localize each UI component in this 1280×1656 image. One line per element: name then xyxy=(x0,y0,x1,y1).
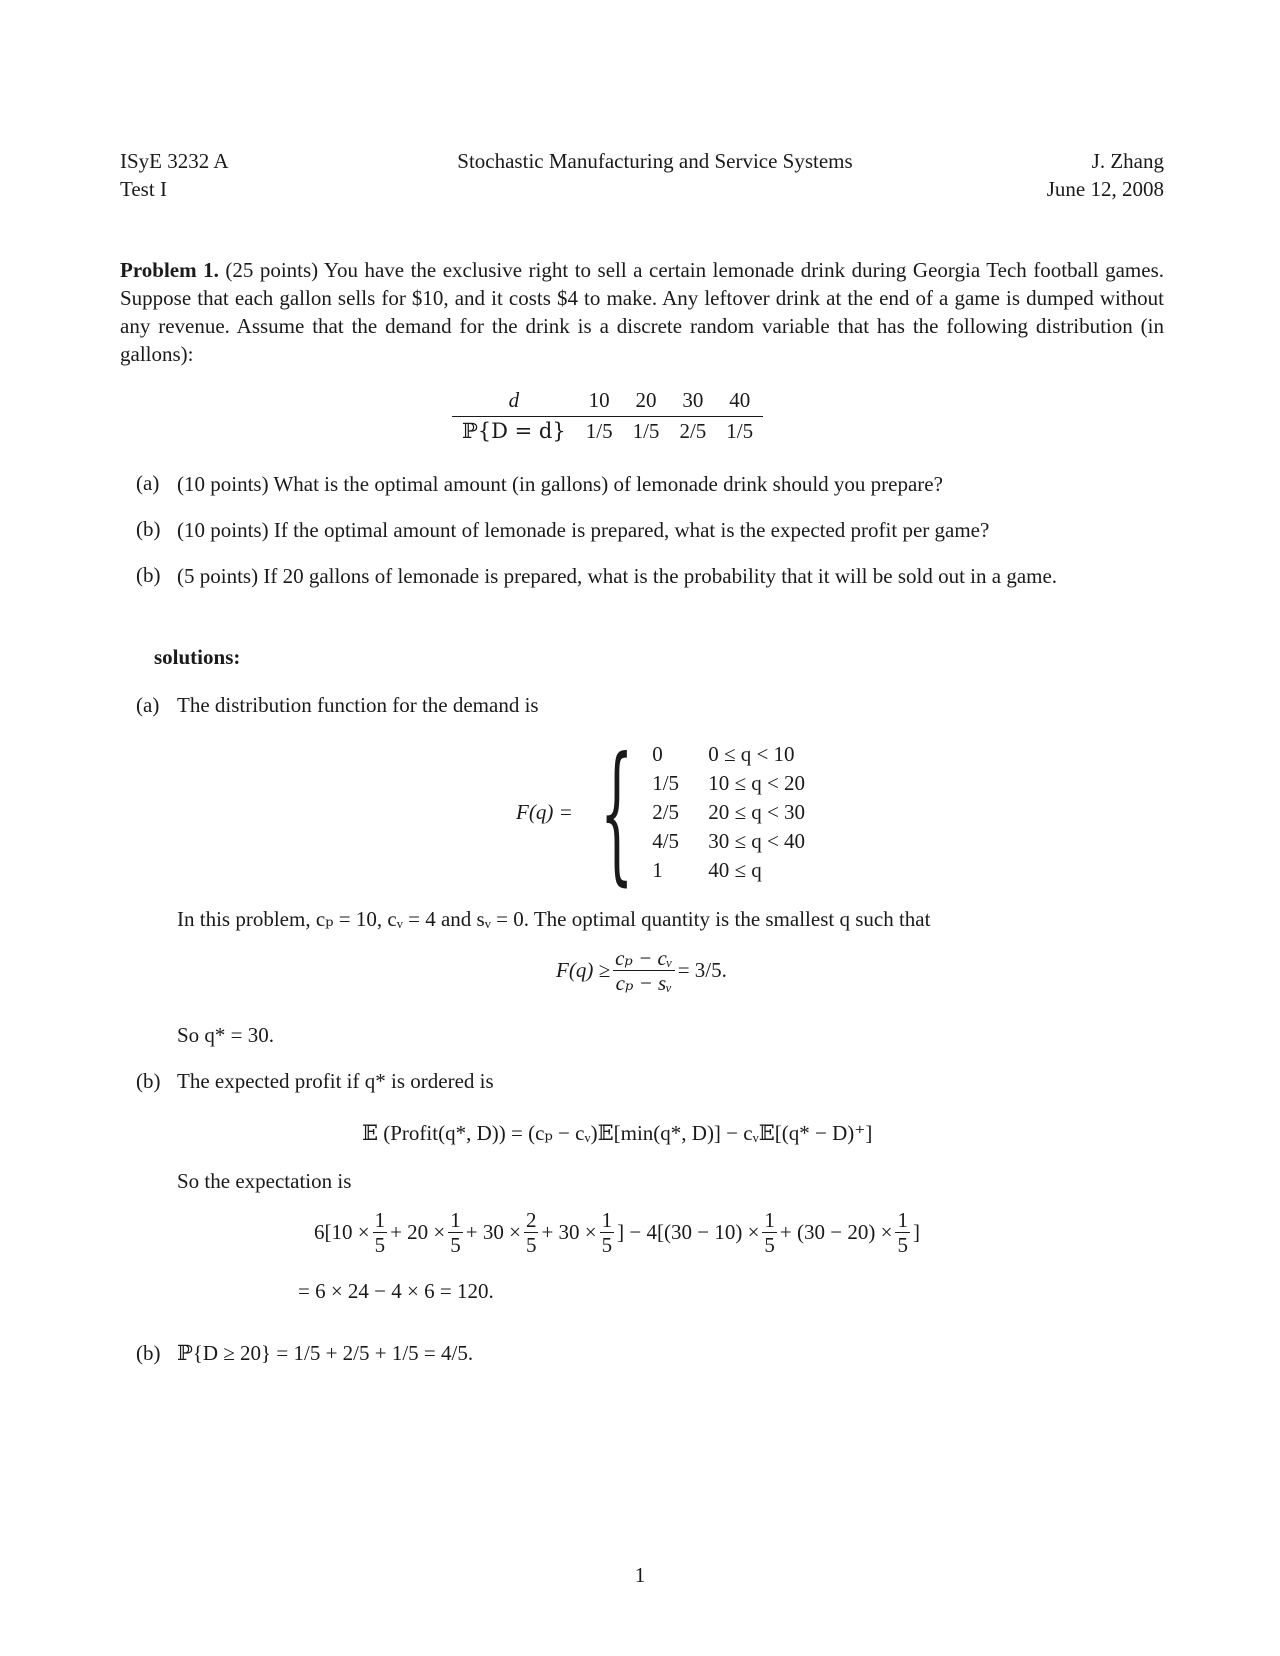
table-cell: 40 xyxy=(716,386,763,417)
course-code: ISyE 3232 A xyxy=(120,149,229,173)
inequality-right: = 3/5. xyxy=(677,957,727,982)
table-cell: 1/5 xyxy=(632,419,660,444)
cdf-label: F(q) = xyxy=(516,800,573,825)
page-number: 1 xyxy=(634,1563,646,1587)
calc-term: + 30 × xyxy=(465,1219,521,1244)
table-cell: 2/5 xyxy=(679,419,707,444)
expectation-result: = 6 × 24 − 4 × 6 = 120. xyxy=(298,1279,494,1303)
calc-term: ] xyxy=(912,1219,920,1244)
course-title: Stochastic Manufacturing and Service Systems xyxy=(457,149,853,173)
fraction: $\frac{2}{5}$ xyxy=(525,1208,537,1258)
solution-c-label: (b) xyxy=(136,1341,161,1365)
calc-term: 6[10 × xyxy=(314,1219,370,1244)
cdf-case-row: 0 0 ≤ q < 10 xyxy=(652,741,795,766)
table-cell: 30 xyxy=(669,386,716,417)
cdf-case-row: 1 40 ≤ q xyxy=(652,857,762,882)
exam-date: June 12, 2008 xyxy=(1046,177,1164,201)
cdf-case-row: 4/5 30 ≤ q < 40 xyxy=(652,828,806,853)
table-cell: 1/5 xyxy=(585,419,613,444)
cdf-cases xyxy=(652,741,805,886)
calc-term: + 20 × xyxy=(390,1219,446,1244)
question-text: (10 points) What is the optimal amount (in gallons) of lemonade drink should you prepare? xyxy=(177,472,943,496)
distribution-table xyxy=(452,386,763,447)
table-cell: 10 xyxy=(576,386,623,417)
solution-c-text: ℙ{D ≥ 20} = 1/5 + 2/5 + 1/5 = 4/5. xyxy=(177,1341,474,1365)
table-cell: 20 xyxy=(623,386,670,417)
critical-ratio-num: cₚ − cᵥ xyxy=(615,946,673,970)
table-cell: 1/5 xyxy=(726,419,754,444)
cdf-piecewise xyxy=(516,726,806,900)
left-brace-icon: { xyxy=(599,726,634,900)
cdf-case-row: 1/5 10 ≤ q < 20 xyxy=(652,770,806,795)
problem-text: (25 points) You have the exclusive right to sell a certain lemonade drink during Georgia Tech football games. Suppose that each gallon sells for $10, and it costs $4 to make. Any leftover drink at the end of a game is dumped without any revenue. Assume that the demand for the drink is a discrete random variable that has the following distribution (in gallons): xyxy=(120,258,1164,366)
question-label: (b) xyxy=(136,563,161,587)
solution-a-params: In this problem, cₚ = 10, cᵥ = 4 and sᵥ = 0. The optimal quantity is the smallest q such that xyxy=(177,907,931,931)
expectation-intro: So the expectation is xyxy=(177,1169,352,1193)
question-label: (a) xyxy=(136,471,160,495)
fraction: $\frac{1}{5}$ xyxy=(764,1208,775,1258)
fraction: $\frac{1}{5}$ xyxy=(897,1208,908,1258)
question-text: (10 points) If the optimal amount of lemonade is prepared, what is the expected profit per game? xyxy=(177,518,990,542)
question-label: (b) xyxy=(136,517,161,541)
optimality-inequality xyxy=(556,946,727,995)
solution-b-label: (b) xyxy=(136,1069,161,1093)
solution-a-intro: The distribution function for the demand is xyxy=(177,693,539,717)
critical-ratio xyxy=(613,946,675,995)
solution-a-conclusion: So q* = 30. xyxy=(177,1023,275,1047)
table-header-prob: ℙ{D = d} xyxy=(462,419,566,444)
calc-term: + (30 − 20) × xyxy=(779,1219,893,1244)
solution-a-label: (a) xyxy=(136,693,160,717)
solution-b-intro: The expected profit if q* is ordered is xyxy=(177,1069,494,1093)
test-name: Test I xyxy=(120,177,167,201)
expectation-calculation xyxy=(314,1208,920,1257)
problem-label: Problem 1. xyxy=(120,258,219,282)
expected-profit-formula: 𝔼 (Profit(q*, D)) = (cₚ − cᵥ)𝔼[min(q*, D)] − cᵥ𝔼[(q* − D)⁺] xyxy=(362,1121,873,1145)
cdf-case-row: 2/5 20 ≤ q < 30 xyxy=(652,799,806,824)
calc-term: ] − 4[(30 − 10) × xyxy=(617,1219,760,1244)
calc-term: + 30 × xyxy=(541,1219,597,1244)
inequality-left: F(q) ≥ xyxy=(556,957,611,982)
table-header-d: d xyxy=(452,386,576,417)
fraction: $\frac{1}{5}$ xyxy=(601,1208,613,1258)
fraction: $\frac{1}{5}$ xyxy=(374,1208,386,1258)
problem-statement xyxy=(120,256,1164,368)
solutions-heading: solutions: xyxy=(154,645,241,669)
question-text: (5 points) If 20 gallons of lemonade is prepared, what is the probability that it will be sold out in a game. xyxy=(177,564,1058,588)
critical-ratio-den: cₚ − sᵥ xyxy=(615,971,673,996)
fraction: $\frac{1}{5}$ xyxy=(450,1208,461,1258)
author: J. Zhang xyxy=(1091,149,1164,173)
